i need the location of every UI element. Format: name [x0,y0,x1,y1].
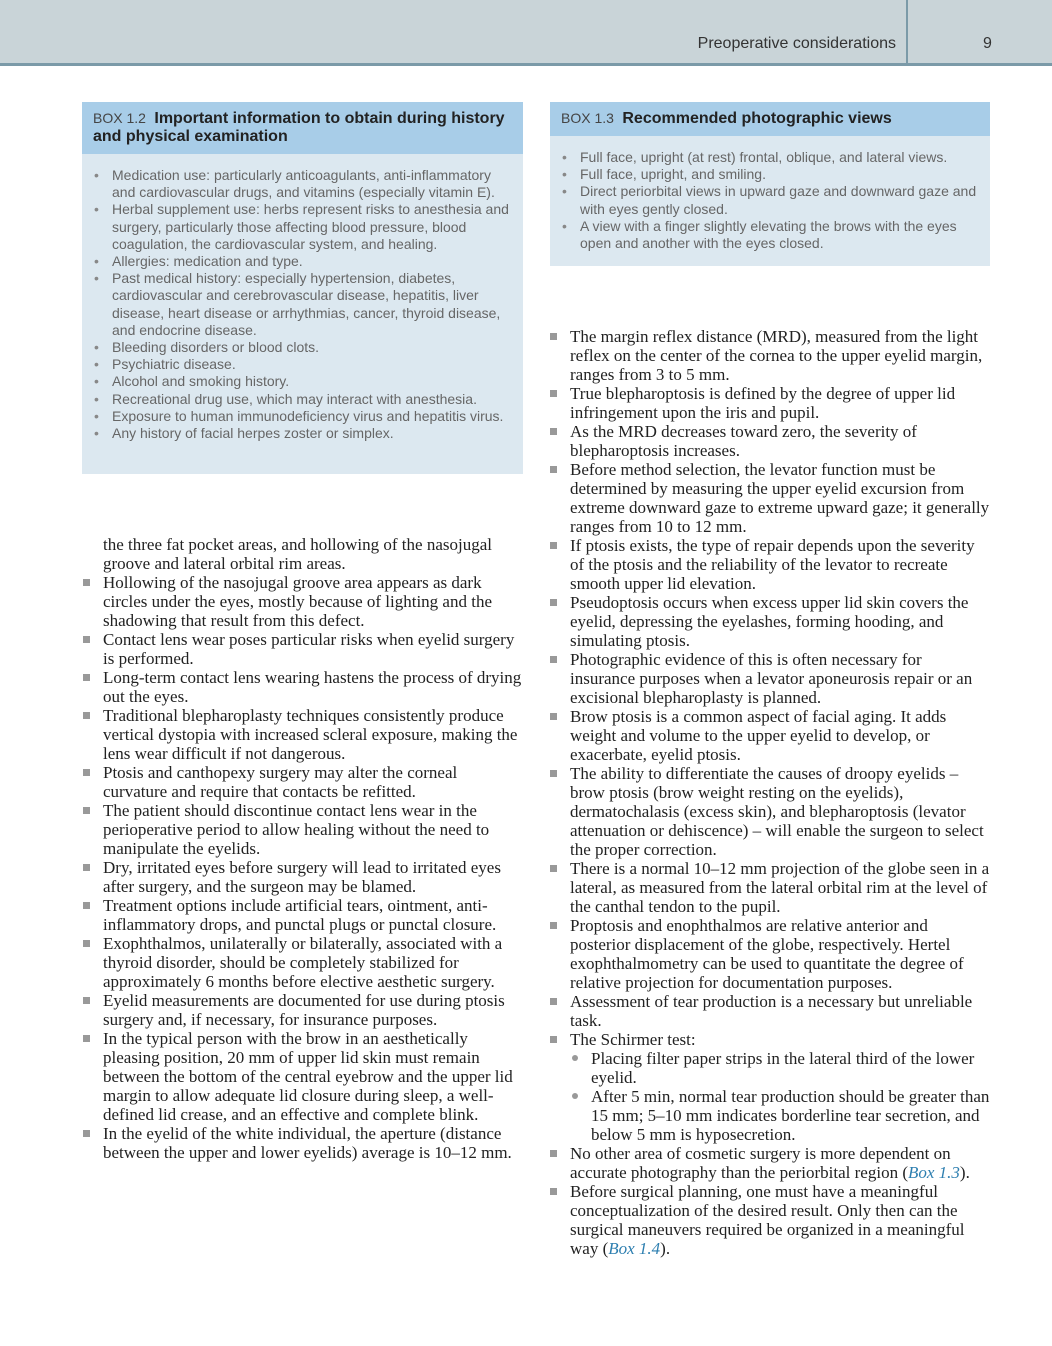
sub-bullet-item: Placing filter paper strips in the lateral third of the lower eyelid. [549,1049,991,1087]
box-list-item: • Exposure to human immunodeficiency virus and hepatitis virus. [93,408,513,425]
bullet-item: Contact lens wear poses particular risks when eyelid surgery is performed. [82,630,525,668]
left-column [82,535,525,1162]
box-1-2-title: Important information to obtain during history and physical examination [93,110,505,145]
bullet-item: Exophthalmos, unilaterally or bilaterally, associated with a thyroid disorder, should be completely stabilized for approximately 6 months before elective aesthetic surgery. [82,934,525,991]
bullet-item: Eyelid measurements are documented for use during ptosis surgery and, if necessary, for insurance purposes. [82,991,525,1029]
box-list-item: • Bleeding disorders or blood clots. [93,339,513,356]
box-list-item: • Recreational drug use, which may interact with anesthesia. [93,391,513,408]
box-list-item: • Full face, upright (at rest) frontal, oblique, and lateral views. [561,149,980,166]
bullet-item: If ptosis exists, the type of repair depends upon the severity of the ptosis and the reliability of the levator to recreate smooth upper lid elevation. [549,536,991,593]
box-1-2-header [82,102,523,154]
box-1-2 [82,102,523,474]
bullet-item-photography [549,1144,991,1182]
bullet-item: Before method selection, the levator function must be determined by measuring the upper eyelid excursion from extreme downward gaze to extreme upward gaze; it generally ranges from 10 to 12 mm. [549,460,991,536]
box-1-3-list [550,136,990,262]
running-title: Preoperative considerations [697,35,896,52]
bullet-text: ). [959,1163,970,1182]
box-1-2-number: BOX 1.2 [93,110,146,126]
box-1-3-title: Recommended photographic views [622,110,892,127]
box-list-item: • Herbal supplement use: herbs represent risks to anesthesia and surgery, particularly those affecting blood pressure, blood coagulation, the cardiovascular system, and healing. [93,201,513,253]
bullet-item: Treatment options include artificial tears, ointment, anti-inflammatory drops, and punctal plugs or punctal closure. [82,896,525,934]
continued-paragraph: the three fat pocket areas, and hollowing of the nasojugal groove and lateral orbital rim areas. [103,535,492,573]
box-1-4-reference-link[interactable]: Box 1.4 [608,1239,661,1258]
bullet-text: ). [660,1239,671,1258]
box-list-item: • Full face, upright, and smiling. [561,166,980,183]
page-number: 9 [983,35,992,52]
bullet-item: Ptosis and canthopexy surgery may alter the corneal curvature and require that contacts be refitted. [82,763,525,801]
bullet-item: Dry, irritated eyes before surgery will lead to irritated eyes after surgery, and the surgeon may be blamed. [82,858,525,896]
bullet-item: Brow ptosis is a common aspect of facial aging. It adds weight and volume to the upper eyelid to develop, or exacerbate, eyelid ptosis. [549,707,991,764]
bullet-item: Pseudoptosis occurs when excess upper lid skin covers the eyelid, depressing the eyelashes, forming hooding, and simulating ptosis. [549,593,991,650]
bullet-text: No other area of cosmetic surgery is more dependent on accurate photography than the periorbital region ( [570,1144,951,1182]
bullet-item: Traditional blepharoplasty techniques consistently produce vertical dystopia with increased scleral exposure, making the lens wear difficult if not dangerous. [82,706,525,763]
header-divider [906,0,908,63]
sub-bullet-item: After 5 min, normal tear production should be greater than 15 mm; 5–10 mm indicates borderline tear secretion, and below 5 mm is hyposecretion. [549,1087,991,1144]
bullet-item: The ability to differentiate the causes of droopy eyelids – brow ptosis (brow weight resting on the eyelids), dermatochalasis (excess skin), and blepharoptosis (levator attenuation or dehiscence) – will enable the surgeon to select the proper correction. [549,764,991,859]
box-list-item: • Alcohol and smoking history. [93,373,513,390]
bullet-item-planning [549,1182,991,1258]
bullet-item: Assessment of tear production is a necessary but unreliable task. [549,992,991,1030]
bullet-item: Hollowing of the nasojugal groove area appears as dark circles under the eyes, mostly because of lighting and the shadowing that result from this defect. [82,573,525,630]
box-list-item: • Medication use: particularly anticoagulants, anti-inflammatory and cardiovascular drugs, and vitamins (especially vitamin E). [93,167,513,201]
box-list-item: • Allergies: medication and type. [93,253,513,270]
bullet-item: As the MRD decreases toward zero, the severity of blepharoptosis increases. [549,422,991,460]
bullet-item: In the typical person with the brow in an aesthetically pleasing position, 20 mm of upper lid skin must remain between the bottom of the central eyebrow and the upper lid margin to allow adequate lid closure during sleep, a well-defined lid crease, and an effective and complete blink. [82,1029,525,1124]
bullet-item: Proptosis and enophthalmos are relative anterior and posterior displacement of the globe, respectively. Hertel exophthalmometry can be used to quantitate the degree of relative projection for documentation purposes. [549,916,991,992]
bullet-item: Photographic evidence of this is often necessary for insurance purposes when a levator aponeurosis repair or an excisional blepharoplasty is planned. [549,650,991,707]
box-list-item: • A view with a finger slightly elevating the brows with the eyes open and another with the eyes closed. [561,218,980,252]
box-list-item: • Past medical history: especially hypertension, diabetes, cardiovascular and cerebrovascular disease, hepatitis, liver disease, heart disease or arrhythmias, cancer, thyroid disease, and endocrine disease. [93,270,513,339]
bullet-item: The Schirmer test: [549,1030,991,1049]
bullet-item: True blepharoptosis is defined by the degree of upper lid infringement upon the iris and pupil. [549,384,991,422]
header-bar [0,0,1052,66]
box-list-item: • Direct periorbital views in upward gaze and downward gaze and with eyes gently closed. [561,183,980,217]
box-1-3-number: BOX 1.3 [561,110,614,126]
bullet-item: The margin reflex distance (MRD), measured from the light reflex on the center of the cornea to the upper eyelid margin, ranges from 3 to 5 mm. [549,327,991,384]
bullet-item: There is a normal 10–12 mm projection of the globe seen in a lateral, as measured from the lateral orbital rim at the level of the canthal tendon to the pupil. [549,859,991,916]
right-column [549,327,991,1258]
box-list-item: • Psychiatric disease. [93,356,513,373]
bullet-item: In the eyelid of the white individual, the aperture (distance between the upper and lower eyelids) average is 10–12 mm. [82,1124,525,1162]
bullet-item: Long-term contact lens wearing hastens the process of drying out the eyes. [82,668,525,706]
box-1-3-header [550,102,990,136]
bullet-item: The patient should discontinue contact lens wear in the perioperative period to allow healing without the need to manipulate the eyelids. [82,801,525,858]
box-1-3 [550,102,990,266]
box-1-2-list [82,154,523,452]
box-list-item: • Any history of facial herpes zoster or simplex. [93,425,513,442]
bullet-text: Before surgical planning, one must have a meaningful conceptualization of the desired result. Only then can the surgical maneuvers required be organized in a meaningful way ( [570,1182,965,1258]
box-1-3-reference-link[interactable]: Box 1.3 [907,1163,960,1182]
